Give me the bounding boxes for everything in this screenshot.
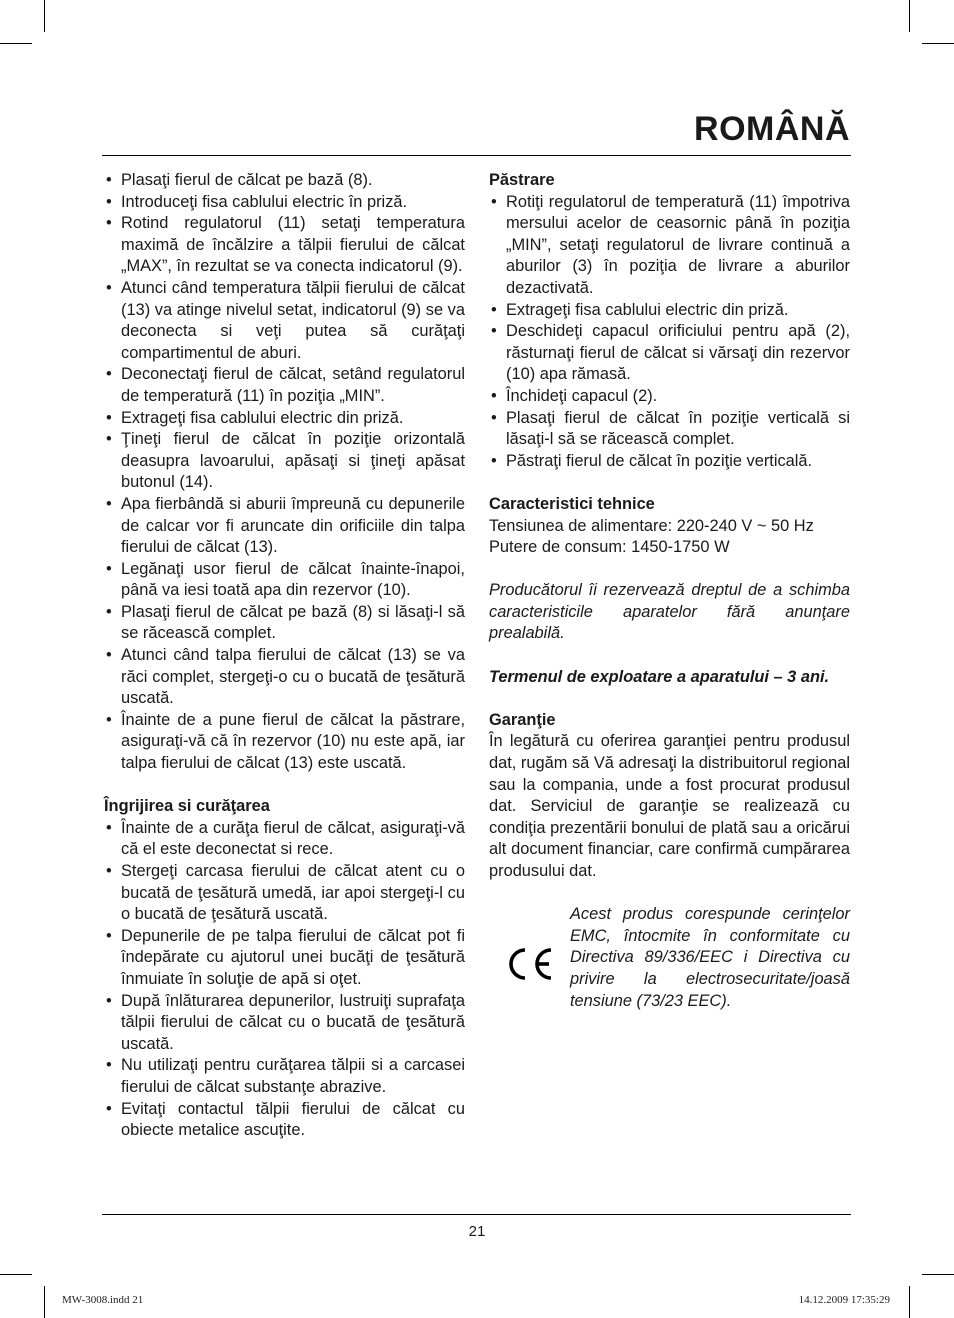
crop-mark	[922, 43, 954, 44]
care-list	[104, 818, 465, 1142]
list-item: • Atunci când temperatura tălpii fierului de călcat (13) va atinge nivelul setat, indicatorul (9) se va deconecta si veţi putea să curăţaţi compartimentul de aburi.	[104, 278, 465, 364]
header-rule	[102, 155, 851, 156]
right-column	[489, 170, 850, 1012]
crop-mark	[0, 43, 32, 44]
list-item: • Stergeţi carcasa fierului de călcat atent cu o bucată de ţesătură umedă, iar apoi stergeţi-l cu o bucată de ţesătură uscată.	[104, 861, 465, 926]
file-slug: MW-3008.indd 21	[62, 1294, 144, 1306]
ce-mark-icon	[503, 944, 555, 984]
list-item: • Apa fierbândă si aburii împreună cu depunerile de calcar vor fi aruncate din orificiile din talpa fierului de călcat (13).	[104, 494, 465, 559]
page-number: 21	[468, 1223, 486, 1240]
crop-mark	[44, 1286, 45, 1318]
manufacturer-note: Producătorul îi rezervează dreptul de a schimba caracteristicile aparatelor fără anunţare prealabilă.	[489, 581, 850, 643]
list-item: • Plasaţi fierul de călcat în poziţie verticală si lăsaţi-l să se răcească complet.	[489, 408, 850, 451]
footer-rule	[102, 1214, 851, 1215]
crop-mark	[44, 0, 45, 32]
list-item: • Deschideţi capacul orificiului pentru apă (2), răsturnaţi fierul de călcat si vărsaţi din rezervor (10) apa rămasă.	[489, 321, 850, 386]
list-item: • Ţineţi fierul de călcat în poziţie orizontală deasupra lavoarului, apăsaţi si ţineţi apăsat butonul (14).	[104, 429, 465, 494]
list-item: • Extrageţi fisa cablului electric din priză.	[489, 300, 850, 322]
list-item: • Înainte de a curăţa fierul de călcat, asiguraţi-vă că el este deconectat si rece.	[104, 818, 465, 861]
specs-heading: Caracteristici tehnice	[489, 494, 655, 513]
list-item: • Închideţi capacul (2).	[489, 386, 850, 408]
list-item: • Extrageţi fisa cablului electric din priză.	[104, 408, 465, 430]
ce-text: Acest produs corespunde cerinţelor EMC, întocmite în conformitate cu Directiva 89/336/EEC i Directiva cu privire la electrosecuritate/joasă tensiune (73/23 EEC).	[570, 905, 850, 1010]
spec-power: Putere de consum: 1450-1750 W	[489, 538, 730, 557]
crop-mark	[922, 1274, 954, 1275]
list-item: • Rotiţi regulatorul de temperatură (11) împotriva mersului acelor de ceasornic până în poziţia „MIN”, setaţi regulatorul de livrare continuă a aburilor (3) în poziţia de livrare a aburilor dezactivată.	[489, 192, 850, 300]
care-heading: Îngrijirea si curăţarea	[104, 797, 270, 816]
warranty-heading: Garanţie	[489, 710, 556, 729]
list-item: • Plasaţi fierul de călcat pe bază (8).	[104, 170, 465, 192]
service-life: Termenul de exploatare a aparatului – 3 ani.	[489, 667, 830, 686]
list-item: • Deconectaţi fierul de călcat, setând regulatorul de temperatură (11) în poziţia „MIN”.	[104, 364, 465, 407]
warranty-text: În legătură cu oferirea garanţiei pentru produsul dat, rugăm să Vă adresaţi la distribuitorul regional sau la compania, unde a fost procurat produsul dat. Serviciul de garanţie se realizează cu condiţia prezentării bonului de plată sau a oricărui alt document financiar, care confirmă cumpărarea produsului dat.	[489, 732, 850, 880]
storage-list	[489, 192, 850, 473]
list-item: • Evitaţi contactul tălpii fierului de călcat cu obiecte metalice ascuţite.	[104, 1099, 465, 1142]
ce-compliance-block	[489, 904, 850, 1012]
list-item: • După înlăturarea depunerilor, lustruiţi suprafaţa tălpii fierului de călcat cu o bucată de ţesătură uscată.	[104, 991, 465, 1056]
list-item: • Introduceţi fisa cablului electric în priză.	[104, 192, 465, 214]
spec-voltage: Tensiunea de alimentare: 220-240 V ~ 50 Hz	[489, 516, 814, 535]
list-item: • Înainte de a pune fierul de călcat la păstrare, asiguraţi-vă că în rezervor (10) nu este apă, iar talpa fierului de călcat (13) este uscată.	[104, 710, 465, 775]
list-item: • Atunci când talpa fierului de călcat (13) se va răci complet, stergeţi-o cu o bucată de ţesătură uscată.	[104, 645, 465, 710]
left-column	[104, 170, 465, 1142]
page-title: ROMÂNĂ	[694, 110, 850, 148]
list-item: • Depunerile de pe talpa fierului de călcat pot fi îndepărate cu ajutorul unei bucăţi de ţesătură înmuiate în soluţie de apă si oţet.	[104, 926, 465, 991]
crop-mark	[0, 1274, 32, 1275]
list-item: • Rotind regulatorul (11) setaţi temperatura maximă de încălzire a tălpii fierului de călcat „MAX”, în rezultat se va conecta indicatorul (9).	[104, 213, 465, 278]
list-item: • Legănaţi usor fierul de călcat înainte-înapoi, până va iesi toată apa din rezervor (10).	[104, 559, 465, 602]
print-timestamp: 14.12.2009 17:35:29	[798, 1294, 890, 1306]
list-item: • Păstraţi fierul de călcat în poziţie verticală.	[489, 451, 850, 473]
crop-mark	[909, 1286, 910, 1318]
usage-steps-list	[104, 170, 465, 775]
list-item: • Plasaţi fierul de călcat pe bază (8) si lăsaţi-l să se răcească complet.	[104, 602, 465, 645]
list-item: • Nu utilizaţi pentru curăţarea tălpii si a carcasei fierului de călcat substanţe abrazive.	[104, 1055, 465, 1098]
storage-heading: Păstrare	[489, 171, 555, 189]
crop-mark	[909, 0, 910, 32]
